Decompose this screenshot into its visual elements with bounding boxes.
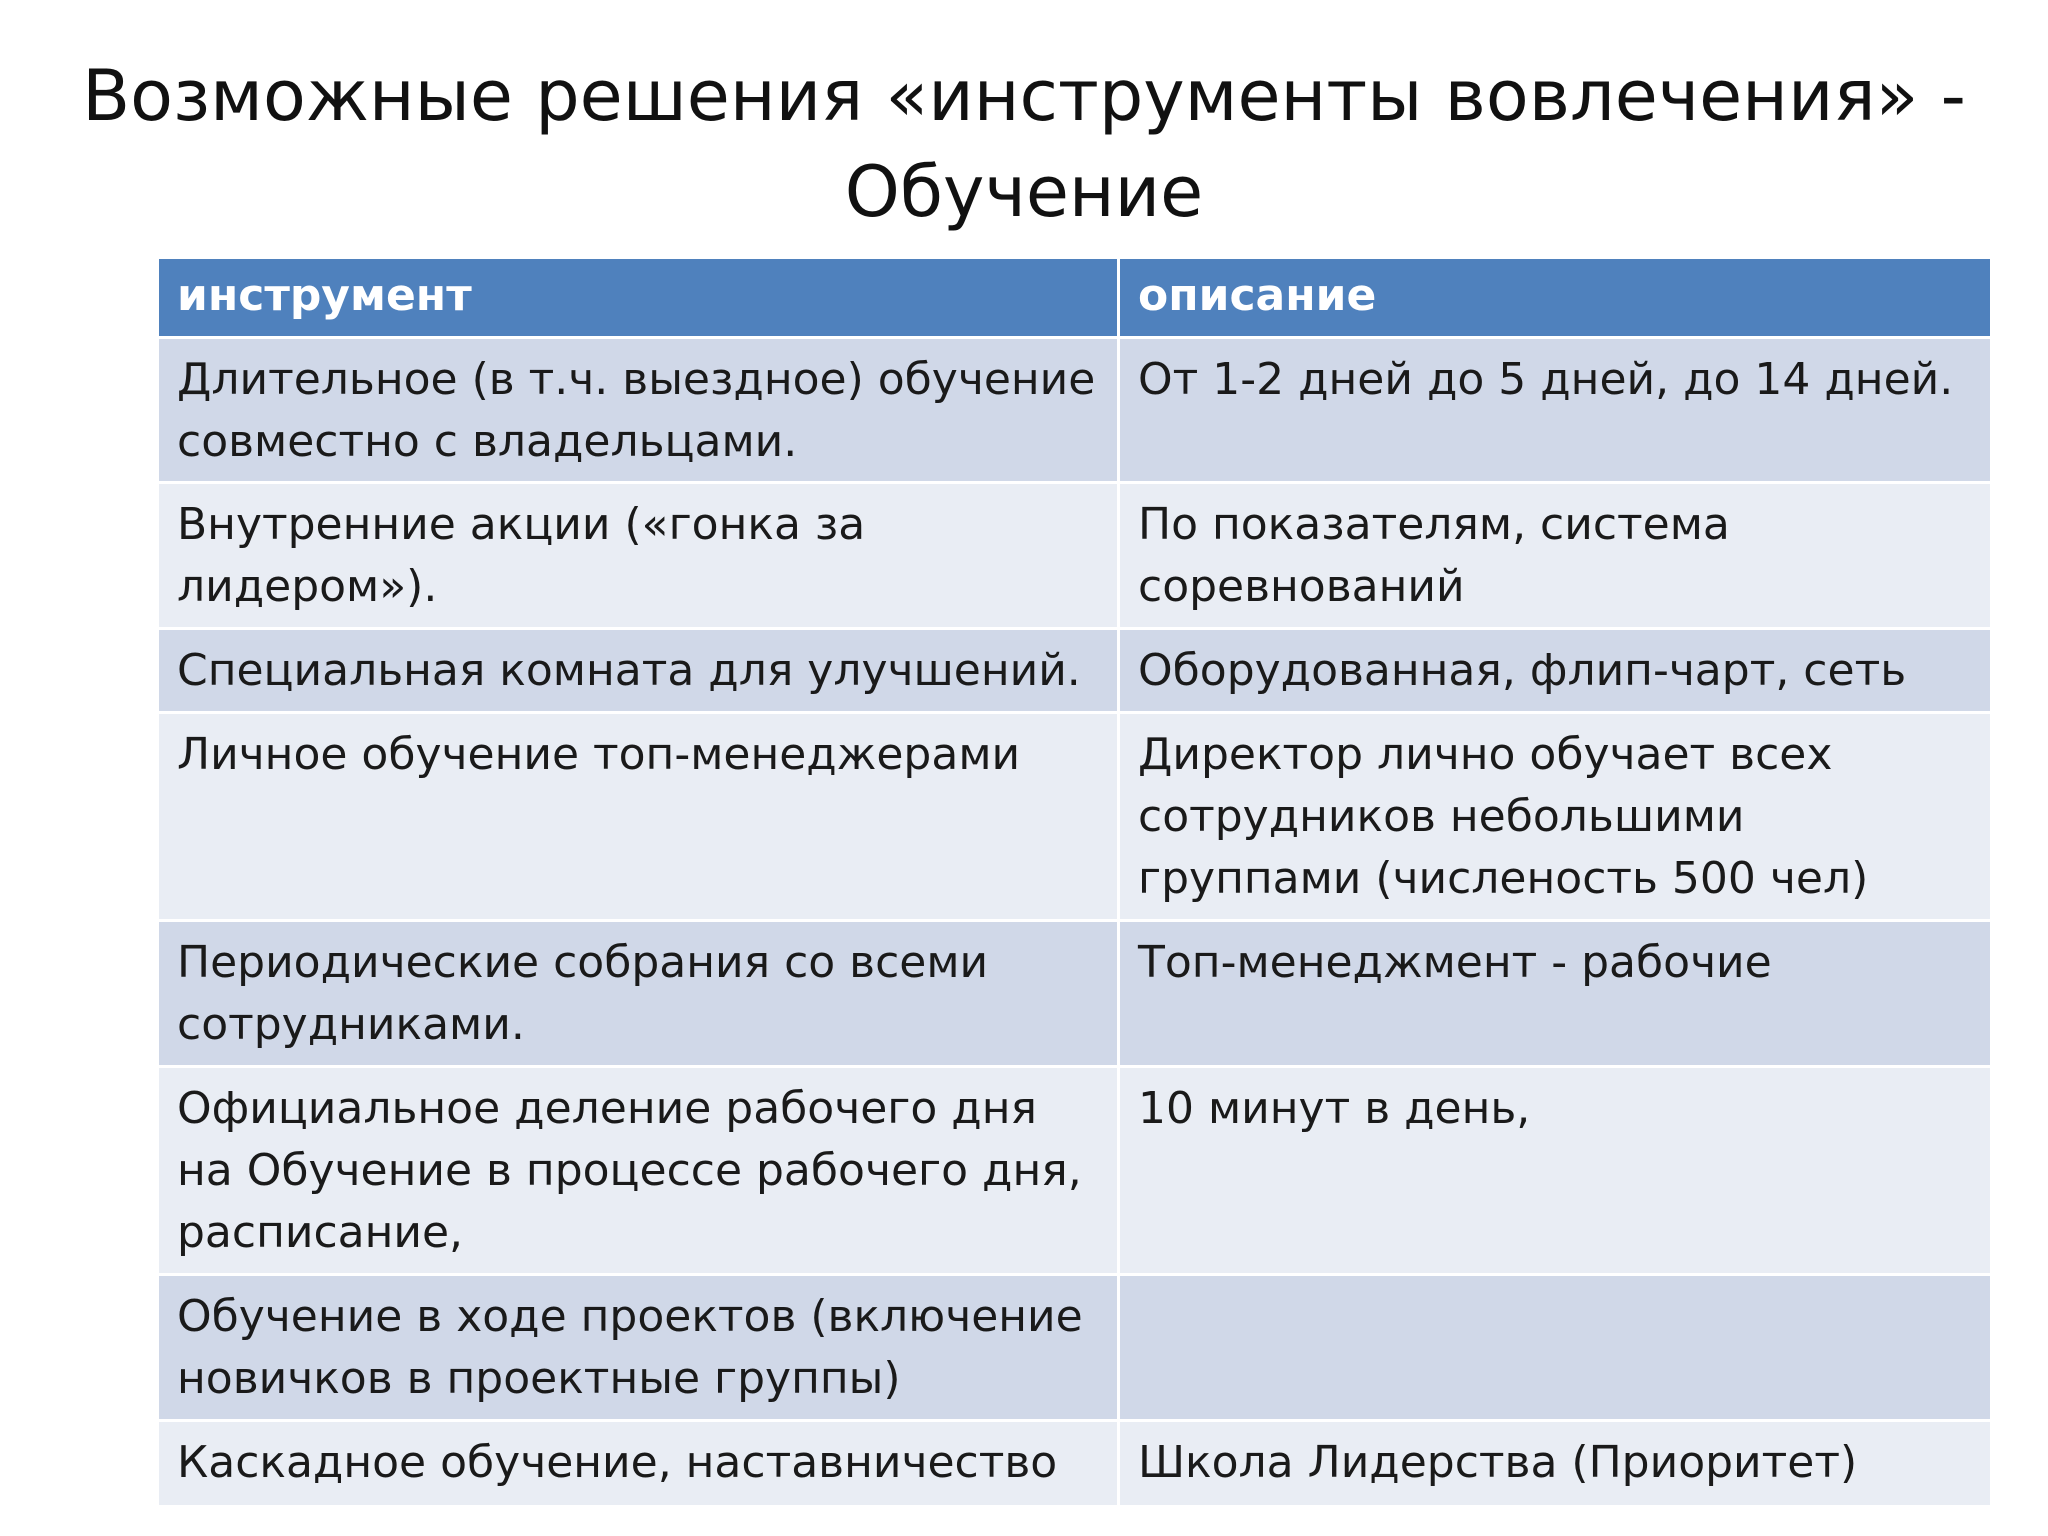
tool-cell: Каскадное обучение, наставничество xyxy=(158,1421,1119,1507)
tool-cell: Длительное (в т.ч. выездное) обучение совместно с владельцами. xyxy=(158,338,1119,483)
description-cell: От 1-2 дней до 5 дней, до 14 дней. xyxy=(1119,338,1992,483)
table-row xyxy=(158,713,1992,921)
header-description: описание xyxy=(1119,258,1992,338)
header-tool: инструмент xyxy=(158,258,1119,338)
description-cell: Топ-менеджмент - рабочие xyxy=(1119,921,1992,1067)
description-cell: Директор лично обучает всех сотрудников небольшими группами (численость 500 чел) xyxy=(1119,713,1992,921)
tool-cell: Внутренние акции («гонка за лидером»). xyxy=(158,483,1119,629)
table-row xyxy=(158,1275,1992,1421)
table-header-row xyxy=(158,258,1992,338)
description-cell xyxy=(1119,1275,1992,1421)
tool-cell: Официальное деление рабочего дня на Обучение в процессе рабочего дня, расписание, xyxy=(158,1067,1119,1275)
description-cell: Оборудованная, флип-чарт, сеть xyxy=(1119,629,1992,713)
slide-title-line-1: Возможные решения «инструменты вовлечения» - xyxy=(82,55,1966,137)
description-cell: Школа Лидерства (Приоритет) xyxy=(1119,1421,1992,1507)
description-cell: 10 минут в день, xyxy=(1119,1067,1992,1275)
description-cell: По показателям, система соревнований xyxy=(1119,483,1992,629)
tools-table-container xyxy=(156,256,1990,1508)
tool-cell: Специальная комната для улучшений. xyxy=(158,629,1119,713)
table-row xyxy=(158,921,1992,1067)
table-row xyxy=(158,1421,1992,1507)
tools-table xyxy=(156,256,1993,1508)
table-row xyxy=(158,338,1992,483)
tool-cell: Периодические собрания со всеми сотрудниками. xyxy=(158,921,1119,1067)
table-row xyxy=(158,1067,1992,1275)
slide-title-line-2: Обучение xyxy=(844,151,1204,233)
tool-cell: Обучение в ходе проектов (включение новичков в проектные группы) xyxy=(158,1275,1119,1421)
table-row xyxy=(158,483,1992,629)
slide-title xyxy=(0,48,2048,240)
tool-cell: Личное обучение топ-менеджерами xyxy=(158,713,1119,921)
table-row xyxy=(158,629,1992,713)
